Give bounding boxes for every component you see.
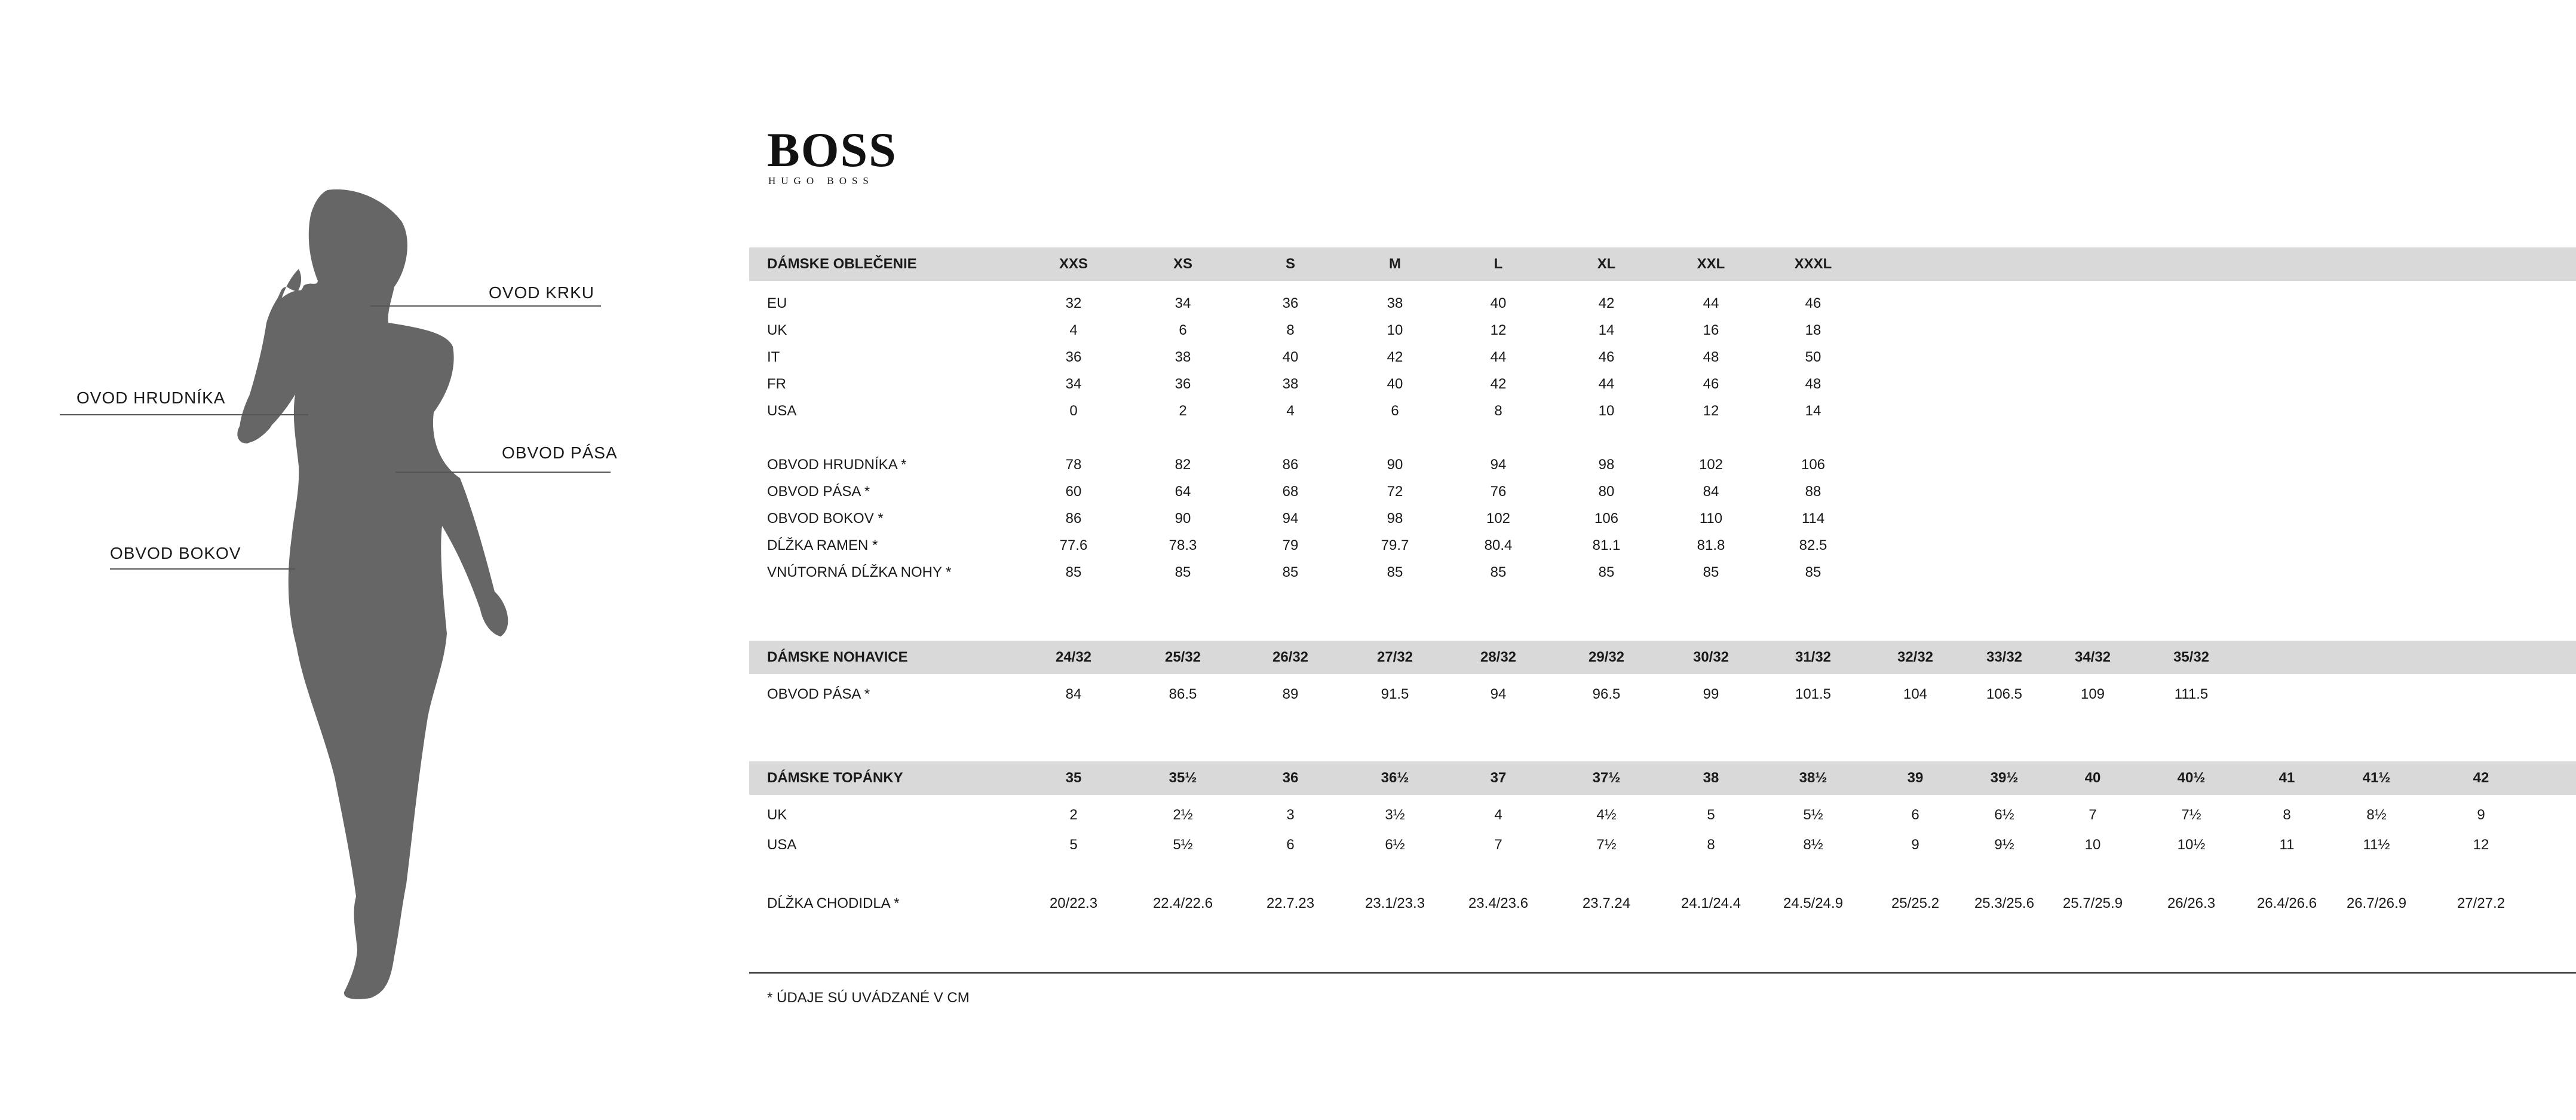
trousers-cell: 101.5 <box>1795 686 1832 702</box>
clothing-measurement-cell: 90 <box>1174 510 1191 527</box>
clothing-conversion-cell: 14 <box>1598 322 1615 338</box>
shoes-size-header: 36 <box>1282 770 1299 786</box>
trousers-title: DÁMSKE NOHAVICE <box>767 649 908 665</box>
clothing-measurement-cell: 81.1 <box>1592 537 1621 553</box>
shoes-size-header: 37 <box>1490 770 1507 786</box>
clothing-measurement-cell: 82.5 <box>1799 537 1827 553</box>
shoes-cell: 2½ <box>1173 807 1193 823</box>
shoes-cell: 12 <box>2473 837 2489 853</box>
logo-wordmark: BOSS <box>767 123 897 177</box>
clothing-measurement-cell: 94 <box>1282 510 1299 527</box>
clothing-size-header: XXL <box>1697 256 1725 272</box>
clothing-measurement-cell: 106 <box>1801 457 1826 473</box>
shoes-size-header: 41½ <box>2362 770 2391 786</box>
shoes-cell: 6 <box>1911 807 1919 823</box>
shoes-foot-length-cell: 25.7/25.9 <box>2062 895 2123 911</box>
clothing-conversion-cell: 42 <box>1387 349 1403 365</box>
clothing-measurement-row-label: OBVOD BOKOV * <box>767 510 884 527</box>
clothing-conversion-cell: 40 <box>1387 376 1403 392</box>
shoes-size-header: 38½ <box>1799 770 1827 786</box>
clothing-conversion-cell: 38 <box>1282 376 1299 392</box>
clothing-size-header: XL <box>1597 256 1616 272</box>
shoes-size-header: 40 <box>2084 770 2101 786</box>
clothing-conversion-cell: 44 <box>1703 295 1719 311</box>
trousers-cell: 86.5 <box>1169 686 1197 702</box>
clothing-conversion-cell: 12 <box>1490 322 1507 338</box>
clothing-conversion-cell: 2 <box>1179 403 1187 419</box>
clothing-measurement-cell: 106 <box>1594 510 1619 527</box>
clothing-measurement-cell: 86 <box>1282 457 1299 473</box>
trousers-size-header: 34/32 <box>2074 649 2111 665</box>
shoes-foot-length-cell: 22.7.23 <box>1266 895 1315 911</box>
shoes-foot-length-cell: 23.4/23.6 <box>1468 895 1529 911</box>
clothing-measurement-cell: 102 <box>1698 457 1724 473</box>
clothing-size-header: M <box>1389 256 1401 272</box>
shoes-title: DÁMSKE TOPÁNKY <box>767 770 903 786</box>
shoes-cell: 10½ <box>2177 837 2206 853</box>
clothing-measurement-cell: 98 <box>1387 510 1403 527</box>
trousers-cell: 96.5 <box>1592 686 1621 702</box>
clothing-measurement-cell: 85 <box>1598 564 1615 580</box>
chest-label: OVOD HRUDNÍKA <box>76 388 226 407</box>
clothing-conversion-cell: 46 <box>1703 376 1719 392</box>
neck-label: OVOD KRKU <box>489 283 595 302</box>
shoes-size-header: 40½ <box>2177 770 2206 786</box>
shoes-cell: 6 <box>1286 837 1295 853</box>
trousers-row-label: OBVOD PÁSA * <box>767 686 870 702</box>
trousers-size-header: 28/32 <box>1480 649 1517 665</box>
shoes-foot-length-cell: 24.1/24.4 <box>1680 895 1741 911</box>
clothing-measurement-cell: 85 <box>1282 564 1299 580</box>
clothing-measurement-cell: 81.8 <box>1697 537 1725 553</box>
clothing-conversion-cell: 40 <box>1282 349 1299 365</box>
clothing-conversion-cell: 38 <box>1387 295 1403 311</box>
clothing-measurement-cell: 68 <box>1282 484 1299 500</box>
clothing-measurement-cell: 94 <box>1490 457 1507 473</box>
clothing-measurement-cell: 79 <box>1282 537 1299 553</box>
body-measurement-figure <box>0 0 687 1117</box>
trousers-cell: 109 <box>2080 686 2105 702</box>
clothing-measurement-cell: 85 <box>1387 564 1403 580</box>
clothing-conversion-cell: 6 <box>1391 403 1399 419</box>
clothing-conversion-cell: 8 <box>1494 403 1502 419</box>
clothing-measurement-row-label: DĹŽKA RAMEN * <box>767 537 878 553</box>
clothing-conversion-cell: 4 <box>1069 322 1078 338</box>
shoes-row-label: USA <box>767 837 797 853</box>
shoes-cell: 9 <box>2477 807 2485 823</box>
shoes-size-header: 35½ <box>1169 770 1197 786</box>
shoes-cell: 9 <box>1911 837 1919 853</box>
trousers-cell: 91.5 <box>1381 686 1409 702</box>
shoes-size-header: 41 <box>2278 770 2295 786</box>
shoes-cell: 7½ <box>1596 837 1617 853</box>
shoes-foot-length-cell: 27/27.2 <box>2457 895 2506 911</box>
clothing-conversion-cell: 46 <box>1805 295 1821 311</box>
clothing-conversion-row-label: FR <box>767 376 786 392</box>
clothing-conversion-cell: 34 <box>1174 295 1191 311</box>
shoes-cell: 6½ <box>1994 807 2014 823</box>
clothing-conversion-cell: 36 <box>1282 295 1299 311</box>
clothing-title: DÁMSKE OBLEČENIE <box>767 256 917 272</box>
trousers-cell: 94 <box>1490 686 1507 702</box>
shoes-cell: 9½ <box>1994 837 2014 853</box>
trousers-size-header: 27/32 <box>1376 649 1413 665</box>
trousers-header-band <box>749 641 2576 674</box>
clothing-conversion-cell: 18 <box>1805 322 1821 338</box>
clothing-conversion-cell: 42 <box>1490 376 1507 392</box>
shoes-size-header: 36½ <box>1381 770 1409 786</box>
clothing-conversion-row-label: USA <box>767 403 797 419</box>
shoes-size-header: 37½ <box>1592 770 1621 786</box>
clothing-conversion-row-label: EU <box>767 295 787 311</box>
shoes-cell: 4 <box>1494 807 1502 823</box>
clothing-measurement-cell: 85 <box>1490 564 1507 580</box>
shoes-foot-length-cell: 20/22.3 <box>1049 895 1098 911</box>
clothing-measurement-cell: 90 <box>1387 457 1403 473</box>
shoes-header-band <box>749 761 2576 795</box>
clothing-measurement-cell: 76 <box>1490 484 1507 500</box>
clothing-measurement-row-label: VNÚTORNÁ DĹŽKA NOHY * <box>767 564 952 580</box>
clothing-measurement-cell: 80 <box>1598 484 1615 500</box>
shoes-foot-length-cell: 26/26.3 <box>2167 895 2216 911</box>
clothing-measurement-cell: 88 <box>1805 484 1821 500</box>
hips-label: OBVOD BOKOV <box>110 544 241 562</box>
trousers-size-header: 24/32 <box>1055 649 1092 665</box>
clothing-conversion-cell: 48 <box>1703 349 1719 365</box>
clothing-conversion-row-label: IT <box>767 349 780 365</box>
clothing-conversion-row-label: UK <box>767 322 787 338</box>
clothing-measurement-cell: 78 <box>1065 457 1082 473</box>
clothing-conversion-cell: 44 <box>1490 349 1507 365</box>
trousers-size-header: 26/32 <box>1272 649 1309 665</box>
trousers-cell: 106.5 <box>1986 686 2023 702</box>
boss-logo <box>767 123 897 188</box>
shoes-foot-length-cell: 26.4/26.6 <box>2256 895 2317 911</box>
trousers-size-header: 31/32 <box>1795 649 1832 665</box>
clothing-conversion-cell: 12 <box>1703 403 1719 419</box>
clothing-measurement-cell: 85 <box>1174 564 1191 580</box>
clothing-size-header: XS <box>1173 256 1193 272</box>
footnote-divider <box>749 972 2576 974</box>
shoes-cell: 5½ <box>1173 837 1193 853</box>
shoes-cell: 11½ <box>2363 837 2390 853</box>
shoes-cell: 8½ <box>2366 807 2387 823</box>
trousers-size-header: 30/32 <box>1692 649 1729 665</box>
trousers-cell: 89 <box>1282 686 1299 702</box>
shoes-cell: 3½ <box>1385 807 1405 823</box>
shoes-cell: 7 <box>1494 837 1502 853</box>
clothing-conversion-cell: 14 <box>1805 403 1821 419</box>
shoes-cell: 4½ <box>1596 807 1617 823</box>
female-silhouette <box>0 0 687 1117</box>
clothing-measurement-cell: 77.6 <box>1059 537 1088 553</box>
clothing-conversion-cell: 36 <box>1065 349 1082 365</box>
silhouette-shape <box>237 189 508 999</box>
shoes-foot-length-cell: 23.7.24 <box>1582 895 1631 911</box>
clothing-conversion-cell: 40 <box>1490 295 1507 311</box>
clothing-measurement-cell: 98 <box>1598 457 1615 473</box>
clothing-size-header: S <box>1285 256 1296 272</box>
clothing-measurement-cell: 86 <box>1065 510 1082 527</box>
clothing-measurement-cell: 85 <box>1065 564 1082 580</box>
clothing-size-header: XXXL <box>1794 256 1832 272</box>
clothing-size-header: XXS <box>1059 256 1088 272</box>
shoes-cell: 7½ <box>2181 807 2201 823</box>
trousers-cell: 104 <box>1903 686 1928 702</box>
clothing-size-header: L <box>1494 256 1503 272</box>
shoes-row-label: UK <box>767 807 787 823</box>
shoes-foot-length-row-label: DĹŽKA CHODIDLA * <box>767 895 900 911</box>
clothing-measurement-cell: 80.4 <box>1484 537 1513 553</box>
shoes-cell: 5½ <box>1803 807 1823 823</box>
clothing-measurement-cell: 82 <box>1174 457 1191 473</box>
shoes-cell: 5 <box>1707 807 1715 823</box>
clothing-measurement-cell: 64 <box>1174 484 1191 500</box>
shoes-size-header: 42 <box>2473 770 2489 786</box>
clothing-conversion-cell: 6 <box>1179 322 1187 338</box>
clothing-conversion-cell: 42 <box>1598 295 1615 311</box>
shoes-cell: 7 <box>2089 807 2097 823</box>
shoes-size-header: 39 <box>1907 770 1924 786</box>
trousers-size-header: 25/32 <box>1164 649 1201 665</box>
clothing-measurement-cell: 79.7 <box>1381 537 1409 553</box>
clothing-measurement-cell: 78.3 <box>1169 537 1197 553</box>
shoes-size-header: 39½ <box>1990 770 2019 786</box>
clothing-conversion-cell: 10 <box>1598 403 1615 419</box>
clothing-conversion-cell: 10 <box>1387 322 1403 338</box>
waist-label: OBVOD PÁSA <box>502 443 618 462</box>
clothing-measurement-row-label: OBVOD HRUDNÍKA * <box>767 457 907 473</box>
shoes-cell: 5 <box>1069 837 1078 853</box>
trousers-size-header: 29/32 <box>1588 649 1625 665</box>
shoes-cell: 11 <box>2279 837 2295 853</box>
clothing-measurement-cell: 84 <box>1703 484 1719 500</box>
shoes-foot-length-cell: 25.3/25.6 <box>1974 895 2035 911</box>
clothing-conversion-cell: 16 <box>1703 322 1719 338</box>
clothing-conversion-cell: 48 <box>1805 376 1821 392</box>
clothing-measurement-cell: 110 <box>1699 510 1723 527</box>
trousers-cell: 84 <box>1065 686 1082 702</box>
clothing-measurement-row-label: OBVOD PÁSA * <box>767 484 870 500</box>
clothing-conversion-cell: 50 <box>1805 349 1821 365</box>
clothing-conversion-cell: 44 <box>1598 376 1615 392</box>
clothing-conversion-cell: 46 <box>1598 349 1615 365</box>
clothing-header-band <box>749 247 2576 281</box>
shoes-foot-length-cell: 24.5/24.9 <box>1783 895 1844 911</box>
clothing-conversion-cell: 36 <box>1174 376 1191 392</box>
shoes-size-header: 38 <box>1703 770 1719 786</box>
clothing-measurement-cell: 85 <box>1703 564 1719 580</box>
shoes-foot-length-cell: 22.4/22.6 <box>1152 895 1213 911</box>
clothing-measurement-cell: 114 <box>1801 510 1825 527</box>
trousers-cell: 111.5 <box>2174 686 2209 702</box>
logo-subtitle: HUGO BOSS <box>768 175 874 186</box>
clothing-measurement-cell: 60 <box>1065 484 1082 500</box>
footnote: * ÚDAJE SÚ UVÁDZANÉ V CM <box>767 990 970 1006</box>
clothing-conversion-cell: 34 <box>1065 376 1082 392</box>
shoes-cell: 6½ <box>1385 837 1405 853</box>
shoes-cell: 2 <box>1069 807 1078 823</box>
clothing-measurement-cell: 72 <box>1387 484 1403 500</box>
trousers-size-header: 35/32 <box>2173 649 2210 665</box>
shoes-cell: 8 <box>2283 807 2291 823</box>
shoes-foot-length-cell: 23.1/23.3 <box>1364 895 1425 911</box>
trousers-cell: 99 <box>1703 686 1719 702</box>
shoes-foot-length-cell: 26.7/26.9 <box>2346 895 2407 911</box>
clothing-conversion-cell: 8 <box>1286 322 1295 338</box>
shoes-size-header: 35 <box>1065 770 1082 786</box>
clothing-measurement-cell: 102 <box>1486 510 1511 527</box>
shoes-foot-length-cell: 25/25.2 <box>1891 895 1940 911</box>
clothing-conversion-cell: 4 <box>1286 403 1295 419</box>
shoes-cell: 3 <box>1286 807 1295 823</box>
shoes-cell: 8 <box>1707 837 1715 853</box>
clothing-conversion-cell: 0 <box>1069 403 1078 419</box>
clothing-conversion-cell: 38 <box>1174 349 1191 365</box>
shoes-cell: 8½ <box>1803 837 1823 853</box>
trousers-size-header: 32/32 <box>1897 649 1934 665</box>
trousers-size-header: 33/32 <box>1986 649 2023 665</box>
clothing-measurement-cell: 85 <box>1805 564 1821 580</box>
shoes-cell: 10 <box>2084 837 2101 853</box>
clothing-conversion-cell: 32 <box>1065 295 1082 311</box>
